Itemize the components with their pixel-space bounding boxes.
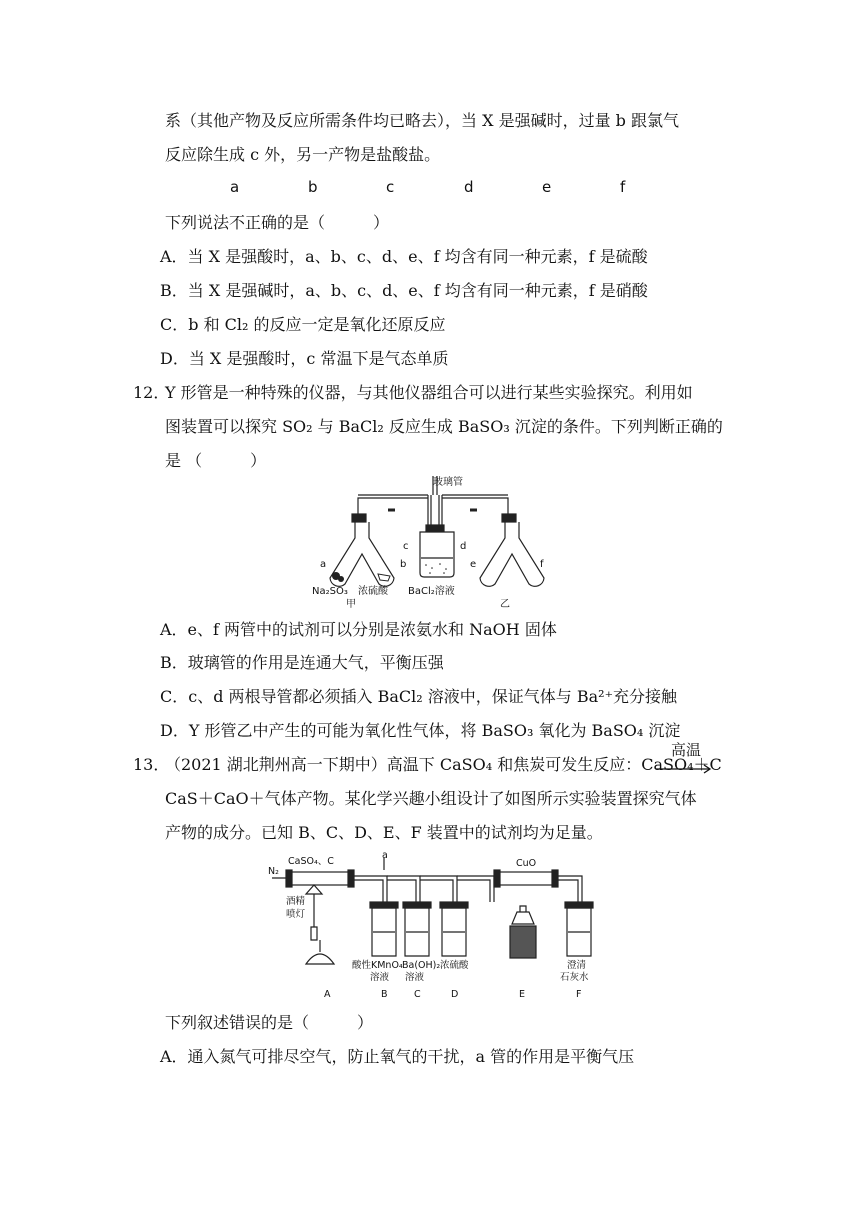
q12-line-3: 是 （ ） [165, 451, 267, 470]
chain-c: c [386, 178, 395, 196]
intro-line-1: 系（其他产物及反应所需条件均已略去），当 X 是强碱时，过量 b 跟氯气 [165, 111, 679, 130]
intro-option-d: D．当 X 是强酸时，c 常温下是气态单质 [160, 349, 449, 368]
label-b: b [400, 559, 407, 570]
label-b-reagent-2: 溶液 [370, 972, 390, 983]
label-conc-acid: 浓硫酸 [358, 586, 388, 597]
q12-option-b: B．玻璃管的作用是连通大气，平衡压强 [160, 653, 444, 672]
reaction-arrow-icon [654, 763, 714, 775]
label-f: f [540, 559, 544, 570]
q12-number: 12． [133, 383, 170, 402]
label-apparatus-f: F [576, 989, 582, 1000]
label-lamp-1: 酒精 [286, 896, 306, 907]
q13-line-1: （2021 湖北荆州高一下期中）高温下 CaSO₄ 和焦炭可发生反应：CaSO₄＋C [165, 755, 722, 774]
label-apparatus-b: B [381, 989, 388, 1000]
intro-question: 下列说法不正确的是（ ） [165, 213, 390, 232]
q12-apparatus-diagram [300, 470, 560, 615]
label-reactants: CaSO₄、C [288, 856, 334, 867]
reaction-condition: 高温 [671, 741, 702, 759]
q12-option-c: C．c、d 两根导管都必须插入 BaCl₂ 溶液中，保证气体与 Ba²⁺充分接触 [160, 687, 678, 706]
label-e: e [470, 559, 477, 570]
label-jia: 甲 [346, 599, 356, 610]
label-tube-a: a [382, 852, 388, 861]
intro-option-a: A．当 X 是强酸时，a、b、c、d、e、f 均含有同一种元素，f 是硫酸 [160, 247, 648, 266]
label-a: a [320, 559, 327, 570]
label-glass-tube: 玻璃管 [433, 477, 463, 488]
q13-option-a: A．通入氮气可排尽空气，防止氧气的干扰，a 管的作用是平衡气压 [160, 1047, 635, 1066]
q12-option-a: A．e、f 两管中的试剂可以分别是浓氨水和 NaOH 固体 [160, 620, 557, 639]
chain-e: e [542, 178, 552, 196]
label-c: c [403, 541, 409, 552]
label-apparatus-d: D [451, 989, 459, 1000]
chain-f: f [620, 178, 626, 196]
intro-option-b: B．当 X 是强碱时，a、b、c、d、e、f 均含有同一种元素，f 是硝酸 [160, 281, 648, 300]
label-yi: 乙 [500, 599, 510, 610]
chain-a: a [230, 178, 240, 196]
q13-line-2: CaS＋CaO＋气体产物。某化学兴趣小组设计了如图所示实验装置探究气体 [165, 789, 697, 808]
q13-apparatus-diagram [262, 852, 612, 1000]
label-d-reagent: 浓硫酸 [440, 960, 469, 971]
label-f-reagent-2: 石灰水 [560, 972, 589, 983]
label-bacl2-solution: BaCl₂溶液 [408, 586, 455, 597]
label-f-reagent-1: 澄清 [567, 960, 587, 971]
label-cuo: CuO [516, 858, 537, 869]
intro-option-c: C．b 和 Cl₂ 的反应一定是氧化还原反应 [160, 315, 446, 334]
label-d: d [460, 541, 467, 552]
label-apparatus-a: A [324, 989, 331, 1000]
q13-question: 下列叙述错误的是（ ） [165, 1013, 374, 1032]
label-na2so3: Na₂SO₃ [312, 586, 348, 597]
q12-option-d: D．Y 形管乙中产生的可能为氧化性气体，将 BaSO₃ 氧化为 BaSO₄ 沉淀 [160, 721, 681, 740]
label-c-reagent-1: Ba(OH)₂ [402, 960, 441, 971]
q13-line-3: 产物的成分。已知 B、C、D、E、F 装置中的试剂均为足量。 [165, 823, 603, 842]
label-c-reagent-2: 溶液 [405, 972, 425, 983]
chain-b: b [308, 178, 318, 196]
intro-line-2: 反应除生成 c 外，另一产物是盐酸盐。 [165, 145, 441, 164]
q13-number: 13． [133, 755, 170, 774]
q12-line-1: Y 形管是一种特殊的仪器，与其他仪器组合可以进行某些实验探究。利用如 [165, 383, 693, 402]
q12-line-2: 图装置可以探究 SO₂ 与 BaCl₂ 反应生成 BaSO₃ 沉淀的条件。下列判断正确的 [165, 417, 723, 436]
label-lamp-2: 喷灯 [286, 909, 306, 920]
chain-d: d [464, 178, 474, 196]
label-apparatus-e: E [519, 989, 526, 1000]
label-n2: N₂ [268, 866, 279, 877]
label-b-reagent-1: 酸性KMnO₄ [352, 960, 403, 971]
label-apparatus-c: C [414, 989, 421, 1000]
